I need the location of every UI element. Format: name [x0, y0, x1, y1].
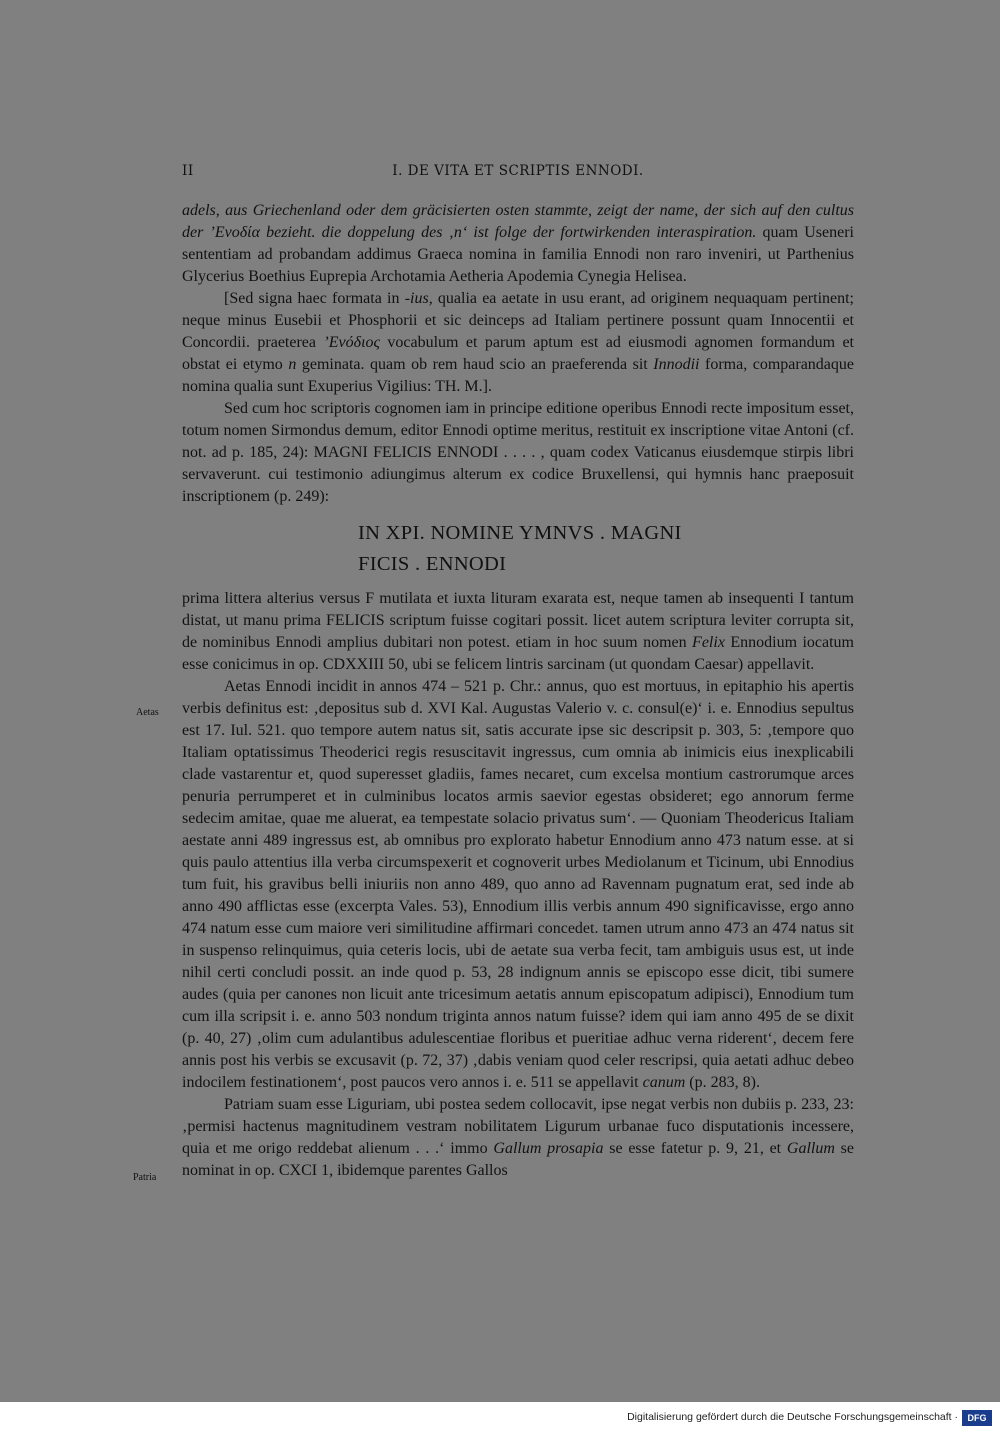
- paragraph-1-latin: quam Useneri sententiam ad probandam addimus Graeca nomina in familia Ennodi non raro inveniri, ut Parthenius Glycerius Boethius Euprepia Archotamia Aetheria Apodemia Cynegia Helisea.: [182, 224, 854, 285]
- dfg-logo-icon: DFG: [962, 1410, 992, 1426]
- paragraph-2-text-g: geminata. quam ob rem haud scio an praeferenda sit: [296, 356, 654, 373]
- paragraph-4-italic-felix: Felix: [692, 634, 725, 651]
- paragraph-2-italic-ius: -ius,: [404, 290, 433, 307]
- paragraph-patria-italic-gallum: Gallum: [786, 1140, 835, 1157]
- paragraph-patria-text-e: se nominat in op. CXCI 1, ibidemque parentes Gallos: [182, 1140, 855, 1179]
- margin-note-patria: Patria: [133, 1172, 157, 1183]
- paragraph-3: Sed cum hoc scriptoris cognomen iam in principe editione operibus Ennodi recte impositum esset, totum nomen Sirmondus demum, editor Ennodi optime meritus, restituit ex inscriptione vitae Antoni (cf. not. ad p. 185, 24): MAGNI FELICIS ENNODI . . . . , quam codex Vaticanus eiusdemque stirpis libri servaverunt. cui testimonio adiungimus alterum ex codice Bruxellensi, qui hymnis hanc praeposuit inscriptionem (p. 249):: [182, 400, 854, 505]
- paragraph-2-italic-innodii: Innodii: [653, 356, 700, 373]
- margin-note-aetas: Aetas: [136, 707, 159, 718]
- paragraph-4-text-c: Ennodium iocatum esse conicimus in op. CDXXIII 50, ubi se felicem lintris sarcinam (ut quondam Caesar) appellavit.: [182, 634, 854, 673]
- paragraph-4-text-a: prima littera alterius versus F mutilata et iuxta lituram exarata est, neque tamen ab insequenti I tantum distat, ut manu prima FELICIS scriptum fuisse cogitari possit. licet autem scriptura leviter corrupta sit, de nominibus Ennodi amplius dubitari non potest. etiam in hoc suum nomen: [182, 590, 854, 651]
- paragraph-patria-text-a: Patriam suam esse Liguriam, ubi postea sedem collocavit, ipse negat verbis non dubiis p. 233, 23: ‚permisi hactenus magnitudinem vestram nobilitatem Ligurum urbanae fuco disputationis incessere, quia et me origo reddebat alienum . . .‘ immo: [182, 1096, 854, 1157]
- paragraph-aetas-italic-canum: canum: [642, 1074, 686, 1091]
- paragraph-2-text-c: qualia ea aetate in usu erant, ad originem nequaquam pertinent; neque minus Eusebii et Phosphorii et sic deinceps ad Italiam pertinere possunt quam Innocentii et Concordii. praeterea: [182, 290, 855, 351]
- inscription-line-2: FICIS . ENNODI: [358, 553, 507, 575]
- paragraph-2-italic-n: n: [288, 356, 297, 373]
- paragraph-patria-italic-gallum-prosapia: Gallum prosapia: [493, 1140, 604, 1157]
- page-number: II: [182, 163, 194, 179]
- paragraph-4: [182, 588, 854, 676]
- paragraph-patria-text-c: se esse fatetur p. 9, 21, et: [603, 1140, 787, 1157]
- paragraph-aetas-text: Aetas Ennodi incidit in annos 474 – 521 p. Chr.: annus, quo est mortuus, in epitaphio his apertis verbis definitus est: ‚depositus sub d. XVI Kal. Augustas Valerio v. c. consul(e)‘ i. e. Ennodius sepultus est 17. Iul. 521. quo tempore autem natus sit, satis accurate ipse sic descripsit p. 303, 5: ‚tempore quo Italiam optatissimus Theoderici regis resuscitavit ingressus, cum omnia ab inimicis eius inexplicabili clade vastarentur et, quod superesset gladiis, fames necaret, cum excelsa montium castrorumque arces penuria perrumperet et in culminibus locatos armis saevior egestas obsideret; ego annorum ferme sedecim amitae, quae me aluerat, ea tempestate solacio privatus sum‘. — Quoniam Theodericus Italiam aestate anni 489 ingressus est, ab omnibus pro explorato habetur Ennodium anno 473 natum esse. at si quis paulo attentius illa verba circumspexerit et cognoverit urbes Mediolanum et Ticinum, ubi Ennodius tum fuit, his gravibus belli iniuriis non anno 489, quo anno ad Ravennam pugnatum erat, sed inde ab anno 490 afflictas esse (excerpta Vales. 53), Ennodium illis verbis annum 490 significavisse, ergo anno 474 natum esse cum maiore veri similitudine affirmari concedet. tamen utrum anno 473 an 474 natus sit in suspenso relinquimus, quia ceteris locis, ubi de aetate sua verba fecit, tam ambiguis usus est, ut inde nihil certi concludi possit. an inde quod p. 53, 28 indignum annis se episcopo esse dicit, tibi sumere audes (quia per canones non licuit ante tricesimum aetatis annum episcopatum adipisci), Ennodium tum cum illa scripsit i. e. anno 503 nondum triginta annos natum fuisse? idem qui iam anno 495 de se dixit (p. 40, 27) ‚olim cum adulantibus adulescentiae floribus et pueritiae adhuc verna riderent‘, decem fere annis post his verbis se excusavit (p. 72, 37) ‚dabis veniam quod celer rescripsi, quia aetati adhuc debeo indocilem festinationem‘, post paucos vero annos i. e. 511 se appellavit: [182, 678, 854, 1091]
- paragraph-1: [182, 200, 854, 288]
- running-title: I. DE VITA ET SCRIPTIS ENNODI.: [392, 163, 644, 179]
- paragraph-2-text-i: forma, comparandaque nomina qualia sunt Exuperius Vigilius: TH. M.].: [182, 356, 855, 395]
- paragraph-aetas-end: (p. 283, 8).: [685, 1074, 760, 1091]
- paragraph-2-text-a: [Sed signa haec formata in: [224, 290, 405, 307]
- digitization-footer: [0, 1402, 1000, 1434]
- paragraph-aetas: [182, 676, 854, 1094]
- manuscript-inscription: [358, 518, 854, 580]
- paragraph-2-text-e: vocabulum et parum aptum est ad eiusmodi agnomen formandum et obstat ei etymo: [182, 334, 854, 373]
- paragraph-2-greek-enodios: ʼΕνόδιος: [323, 334, 380, 351]
- paragraph-patria: [182, 1094, 854, 1182]
- funding-credit: Digitalisierung gefördert durch die Deutsche Forschungsgemeinschaft ·: [627, 1411, 958, 1423]
- page-header: [182, 163, 854, 185]
- inscription-line-1: IN XPI. NOMINE YMNVS . MAGNI: [358, 522, 682, 544]
- paragraph-2: [182, 288, 854, 398]
- paragraph-1-german-quote: adels, aus Griechenland oder dem gräcisierten osten stammte, zeigt der name, der sich auf den cultus der ʼΕνοδία bezieht. die doppelung des ‚n‘ ist folge der fortwirkenden interaspiration.: [182, 202, 854, 241]
- body-text: [182, 200, 854, 1182]
